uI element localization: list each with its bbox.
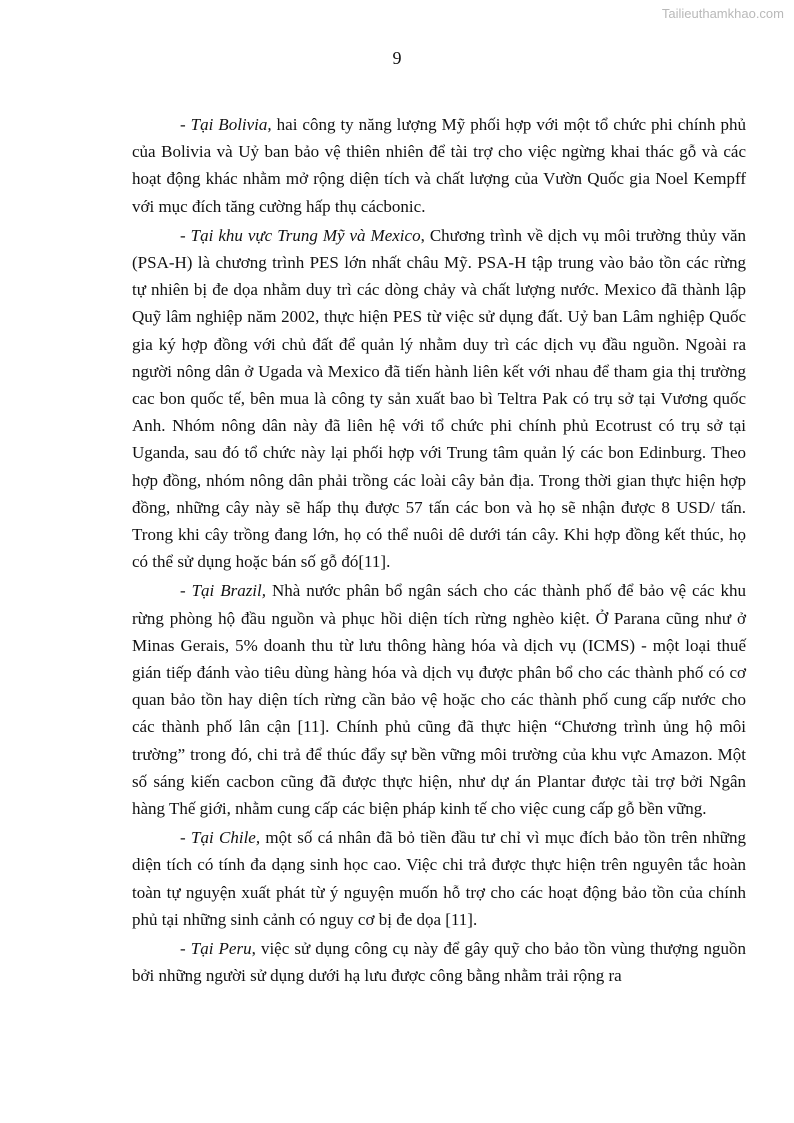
page-number: 9 [392, 48, 402, 68]
paragraph-bolivia [132, 111, 746, 220]
paragraph-lead: - Tại Peru [180, 939, 252, 959]
paragraph-lead: - Tại Brazil, [180, 581, 267, 601]
document-body [132, 111, 746, 990]
paragraph-text: Nhà nước phân bổ ngân sách cho các thành phố để bảo vệ các khu rừng phòng hộ đầu nguồn và phục hồi diện tích rừng nghèo kiệt. Ở Parana cũng như ở Minas Gerais, 5% doanh thu từ lưu thông hàng hóa và dịch vụ (ICMS) - một loại thuế gián tiếp đánh vào tiêu dùng hàng hóa và dịch vụ được phân bổ cho các thành phố có cơ quan bảo tồn hay diện tích rừng cần bảo vệ hoặc cho các thành phố cung cấp nước cho các thành phố lân cận [11]. Chính phủ cũng đã thực hiện “Chương trình ủng hộ môi trường” trong đó, chi trả để thúc đẩy sự bền vững môi trường của khu vực Amazon. Một số sáng kiến cacbon cũng đã được thực hiện, như dự án Plantar được tài trợ bởi Ngân hàng Thế giới, nhằm cung cấp các biện pháp kinh tế cho việc cung cấp gỗ bền vững. [132, 581, 747, 819]
paragraph-text: hai công ty năng lượng Mỹ phối hợp với một tổ chức phi chính phủ của Bolivia và Uỷ ban bảo vệ thiên nhiên để tài trợ cho việc ngừng khai thác gỗ và các hoạt động khác nhằm mở rộng diện tích và chất lượng của Vườn Quốc gia Noel Kempff với mục đích tăng cường hấp thụ cácbonic. [132, 115, 746, 216]
paragraph-lead: - Tại khu vực Trung Mỹ và Mexico [180, 225, 421, 245]
paragraph-text: , việc sử dụng công cụ này để gây quỹ cho bảo tồn vùng thượng nguồn bởi những người sử dụng dưới hạ lưu được công bằng nhằm trải rộng ra [132, 939, 746, 986]
paragraph-central-america-mexico [132, 222, 746, 576]
paragraph-peru [132, 935, 746, 989]
paragraph-lead: - Tại Bolivia, [180, 115, 272, 134]
paragraph-text: một số cá nhân đã bỏ tiền đầu tư chỉ vì mục đích bảo tồn trên những diện tích có tính đa dạng sinh học cao. Việc chi trả được thực hiện trên nguyên tắc hoàn toàn tự nguyện xuất phát từ ý nguyện muốn hỗ trợ cho các hoạt động bảo tồn của chính phủ tại những sinh cảnh có nguy cơ bị đe dọa [11]. [132, 828, 746, 929]
paragraph-lead: - Tại Chile, [180, 828, 261, 848]
paragraph-text: , Chương trình về dịch vụ môi trường thủy văn (PSA-H) là chương trình PES lớn nhất châu Mỹ. PSA-H tập trung vào bảo tồn các rừng tự nhiên bị đe dọa nhằm duy trì các dòng chảy và chất lượng nước. Mexico đã thành lập Quỹ lâm nghiệp năm 2002, thực hiện PES từ việc sử dụng đất. Uỷ ban Lâm nghiệp Quốc gia ký hợp đồng với chủ đất để quản lý nhằm duy trì các dịch vụ đầu nguồn. Ngoài ra người nông dân ở Ugada và Mexico đã tiến hành liên kết với nhau để tham gia thị trường cac bon quốc tế, bên mua là công ty sản xuất bao bì Teltra Pak có trụ sở tại Vương quốc Anh. Nhóm nông dân này đã liên hệ với tổ chức phi chính phủ Ecotrust có trụ sở tại Uganda, sau đó tổ chức này lại phối hợp với Trung tâm quản lý các bon Edinburg. Theo hợp đồng, nhóm nông dân phải trồng các loài cây bản địa. Trong thời gian thực hiện hợp đồng, những cây này sẽ hấp thụ được 57 tấn các bon và họ sẽ nhận được 8 USD/ tấn. Trong khi cây trồng đang lớn, họ có thể nuôi dê dưới tán cây. Khi hợp đồng kết thúc, họ có thể sử dụng hoặc bán số gỗ đó[11]. [132, 225, 746, 572]
paragraph-brazil [132, 577, 746, 822]
paragraph-chile [132, 824, 746, 933]
watermark: Tailieuthamkhao.com [661, 6, 784, 21]
